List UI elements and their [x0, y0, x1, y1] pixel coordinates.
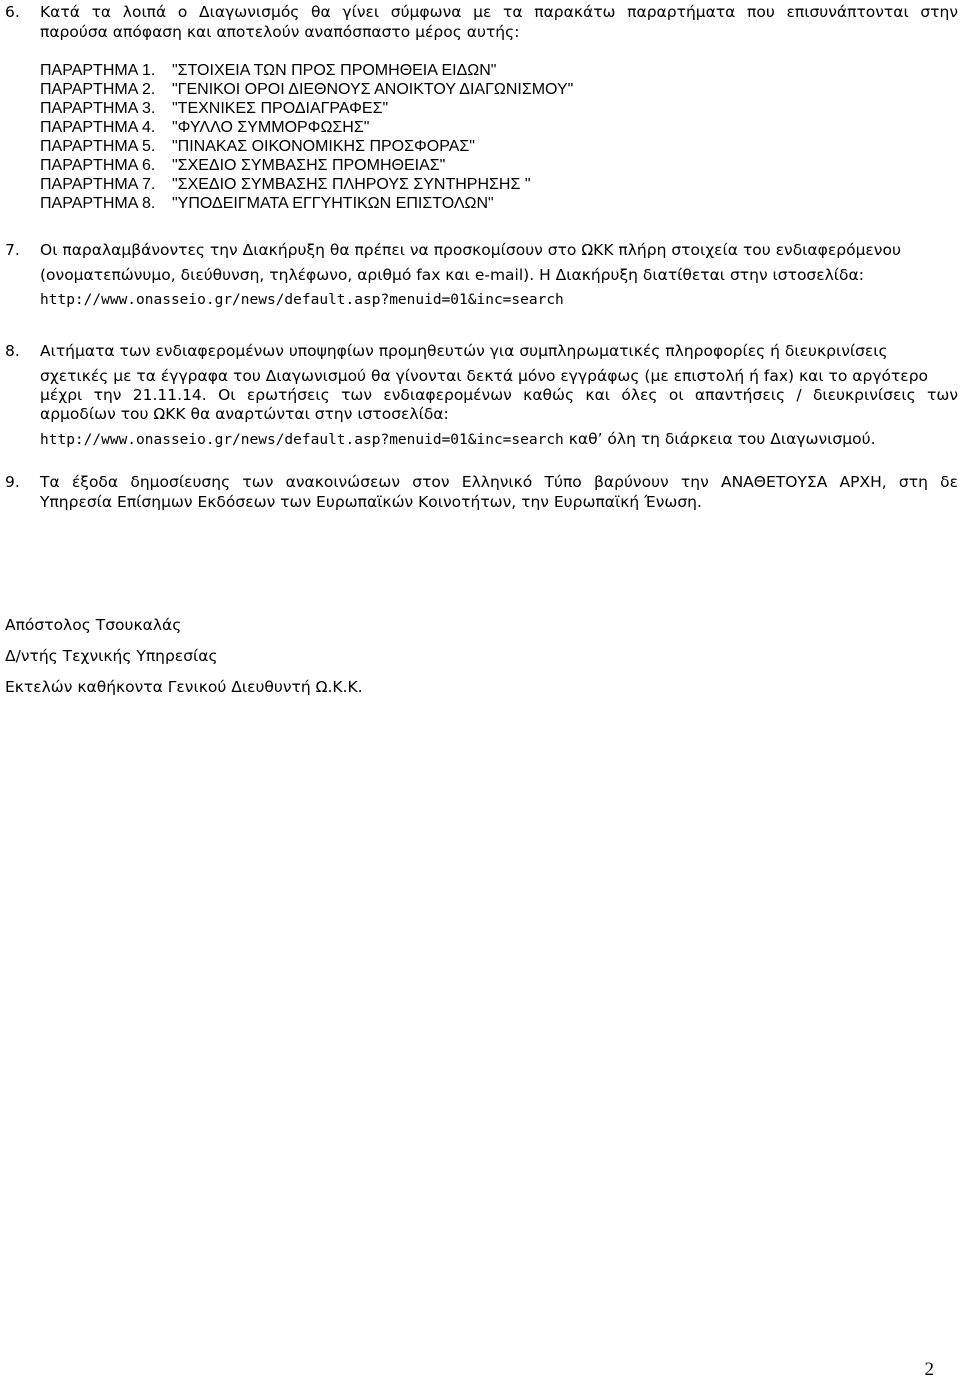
- annex-title: "ΓΕΝΙΚΟΙ ΟΡΟΙ ΔΙΕΘΝΟΥΣ ΑΝΟΙΚΤΟΥ ΔΙΑΓΩΝΙΣΜΟΥ": [172, 81, 574, 98]
- annex-title: "ΠΙΝΑΚΑΣ ΟΙΚΟΝΟΜΙΚΗΣ ΠΡΟΣΦΟΡΑΣ": [172, 138, 475, 155]
- annex-label: ΠΑΡΑΡΤΗΜΑ 6.: [40, 157, 156, 174]
- item-8-url-line: [40, 430, 876, 448]
- annex-title: "ΣΤΟΙΧΕΙΑ ΤΩΝ ΠΡΟΣ ΠΡΟΜΗΘΕΙΑ ΕΙΔΩΝ": [172, 62, 497, 79]
- item-7-line-2: (ονοματεπώνυμο, διεύθυνση, τηλέφωνο, αριθμό fax και e-mail). Η Διακήρυξη διατίθεται στην ιστοσελίδα:: [40, 266, 864, 284]
- signatory-name: Απόστολος Τσουκαλάς: [5, 616, 182, 634]
- signatory-role: Δ/ντής Τεχνικής Υπηρεσίας: [5, 647, 218, 665]
- annex-title: "ΥΠΟΔΕΙΓΜΑΤΑ ΕΓΓΥΗΤΙΚΩΝ ΕΠΙΣΤΟΛΩΝ": [172, 195, 494, 212]
- item-7-url: http://www.onasseio.gr/news/default.asp?menuid=01&inc=search: [40, 292, 564, 308]
- annex-title: "ΣΧΕΔΙΟ ΣΥΜΒΑΣΗΣ ΠΛΗΡΟΥΣ ΣΥΝΤΗΡΗΣΗΣ ": [172, 176, 531, 193]
- item-6-line-1: Κατά τα λοιπά ο Διαγωνισμός θα γίνει σύμφωνα με τα παρακάτω παραρτήματα που επισυνάπτονται στην: [40, 3, 958, 21]
- item-9-line-2: Υπηρεσία Επίσημων Εκδόσεων των Ευρωπαϊκών Κοινοτήτων, την Ευρωπαϊκή Ένωση.: [40, 493, 702, 511]
- page-number: 2: [924, 1359, 934, 1380]
- annex-item: [40, 81, 573, 99]
- annex-title: "ΦΥΛΛΟ ΣΥΜΜΟΡΦΩΣΗΣ": [172, 119, 370, 136]
- item-8-line-2: σχετικές με τα έγγραφα του Διαγωνισμού θα γίνονται δεκτά μόνο εγγράφως (με επιστολή ή fax) και το αργότερο: [40, 367, 929, 385]
- annex-label: ΠΑΡΑΡΤΗΜΑ 3.: [40, 100, 156, 117]
- item-6-number: 6.: [5, 3, 20, 21]
- item-9-number: 9.: [5, 473, 20, 491]
- annex-item: [40, 157, 445, 175]
- annex-label: ΠΑΡΑΡΤΗΜΑ 4.: [40, 119, 156, 136]
- annex-item: [40, 119, 369, 137]
- annex-item: [40, 62, 496, 80]
- annex-title: "ΣΧΕΔΙΟ ΣΥΜΒΑΣΗΣ ΠΡΟΜΗΘΕΙΑΣ": [172, 157, 446, 174]
- annex-item: [40, 176, 531, 194]
- annex-label: ΠΑΡΑΡΤΗΜΑ 5.: [40, 138, 156, 155]
- item-9-line-1: Τα έξοδα δημοσίευσης των ανακοινώσεων στον Ελληνικό Τύπο βαρύνουν την ΑΝΑΘΕΤΟΥΣΑ ΑΡΧΗ, στη δε: [40, 473, 958, 491]
- item-8-url: http://www.onasseio.gr/news/default.asp?menuid=01&inc=search: [40, 432, 564, 448]
- item-8-url-suffix: καθ’ όλη τη διάρκεια του Διαγωνισμού.: [568, 430, 876, 448]
- annex-item: [40, 138, 475, 156]
- annex-item: [40, 100, 388, 118]
- item-8-line-3: μέχρι την 21.11.14. Οι ερωτήσεις των ενδιαφερομένων καθώς και όλες οι απαντήσεις / διευκρινίσεις των: [40, 386, 958, 404]
- annex-label: ΠΑΡΑΡΤΗΜΑ 1.: [40, 62, 156, 79]
- item-7-number: 7.: [5, 241, 20, 259]
- item-6-line-2: παρούσα απόφαση και αποτελούν αναπόσπαστο μέρος αυτής:: [40, 23, 520, 41]
- annex-label: ΠΑΡΑΡΤΗΜΑ 7.: [40, 176, 156, 193]
- annex-label: ΠΑΡΑΡΤΗΜΑ 8.: [40, 195, 156, 212]
- item-8-line-1: Αιτήματα των ενδιαφερομένων υποψηφίων προμηθευτών για συμπληρωματικές πληροφορίες ή διευκρινίσεις: [40, 342, 888, 360]
- signatory-acting-role: Εκτελών καθήκοντα Γενικού Διευθυντή Ω.Κ.Κ.: [5, 678, 363, 696]
- item-8-number: 8.: [5, 342, 20, 360]
- annex-title: "ΤΕΧΝΙΚΕΣ ΠΡΟΔΙΑΓΡΑΦΕΣ": [172, 100, 389, 117]
- annex-item: [40, 195, 494, 213]
- annex-label: ΠΑΡΑΡΤΗΜΑ 2.: [40, 81, 156, 98]
- item-8-line-4: αρμοδίων του ΩΚΚ θα αναρτώνται στην ιστοσελίδα:: [40, 405, 449, 423]
- item-7-line-1: Οι παραλαμβάνοντες την Διακήρυξη θα πρέπει να προσκομίσουν στο ΩΚΚ πλήρη στοιχεία του ενδιαφερόμενου: [40, 241, 901, 259]
